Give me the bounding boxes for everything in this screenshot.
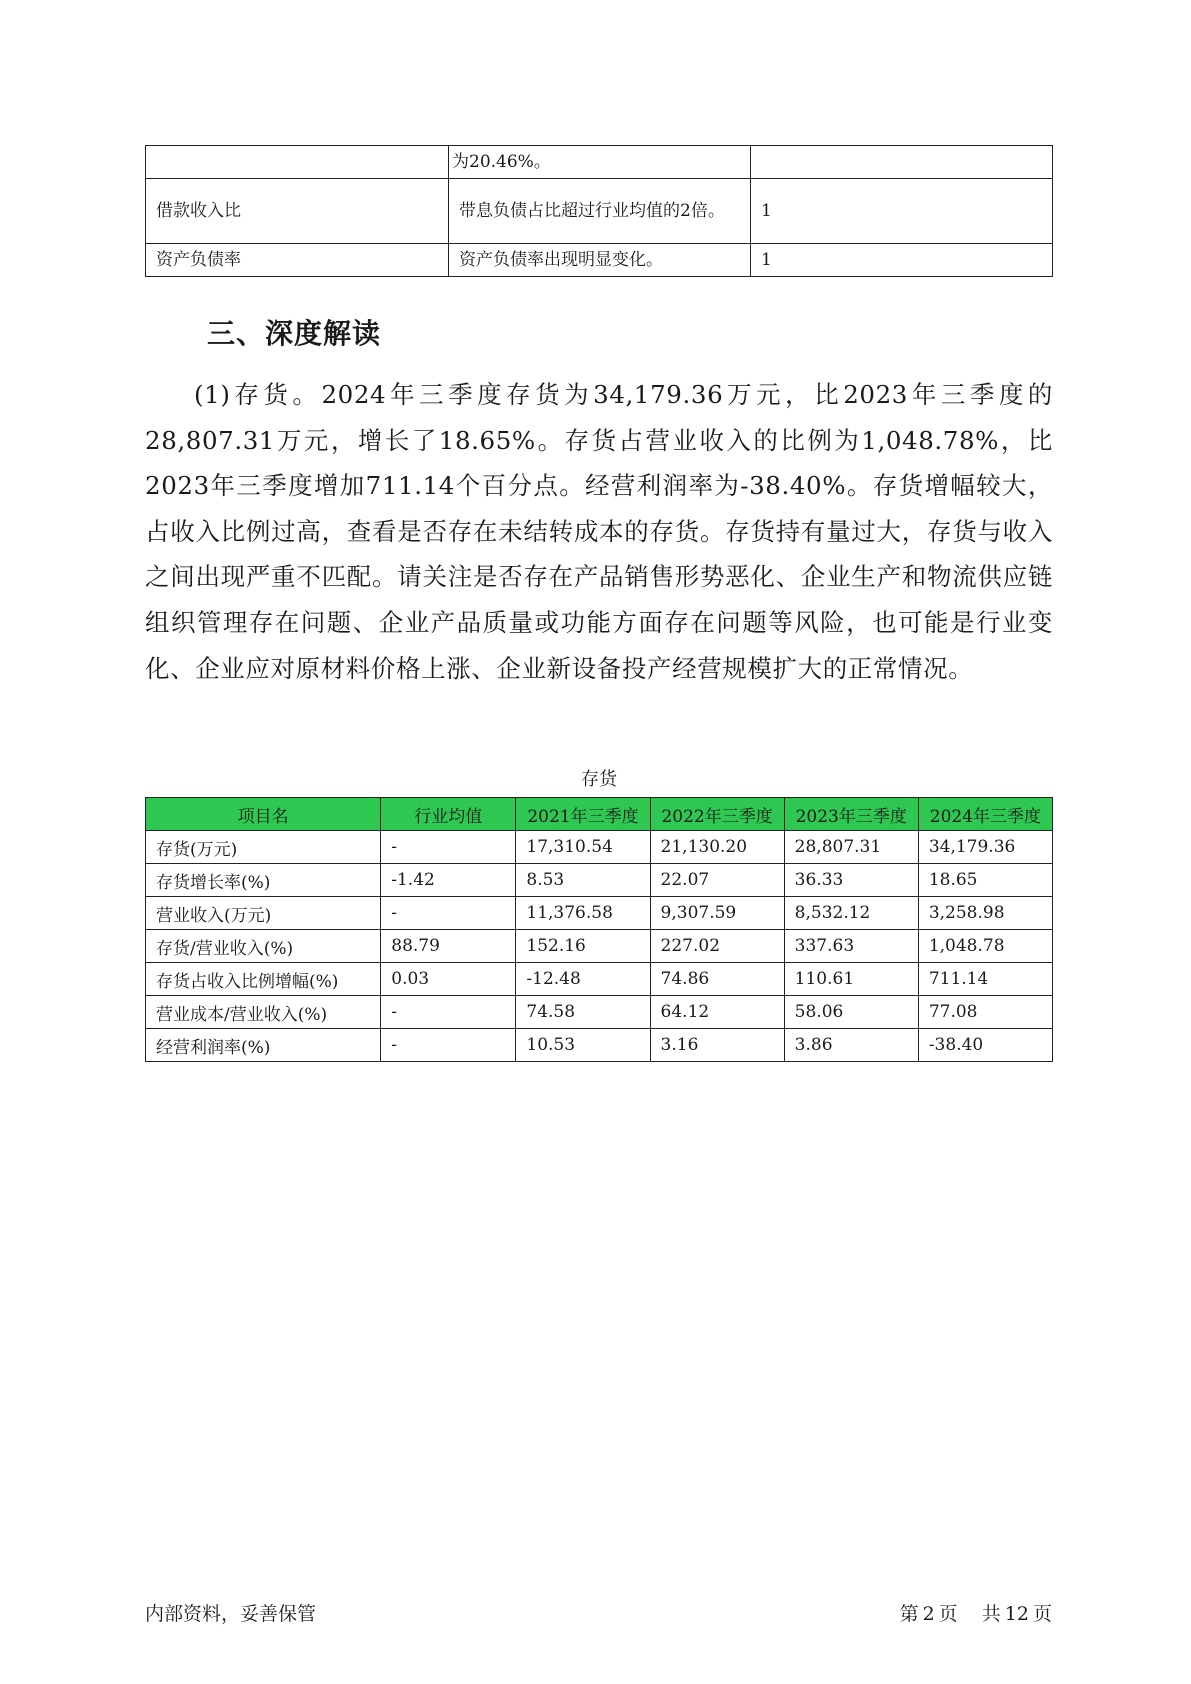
table-row (146, 179, 1053, 244)
total-pages: 12 (1004, 1603, 1029, 1625)
table-cell: 3,258.98 (918, 897, 1052, 930)
table-cell: 8,532.12 (784, 897, 918, 930)
table-cell: 10.53 (516, 1029, 650, 1062)
table-cell: -38.40 (918, 1029, 1052, 1062)
table-cell: 77.08 (918, 996, 1052, 1029)
indicator-value: 1 (751, 244, 1053, 277)
table-cell: 存货(万元) (146, 831, 381, 864)
indicator-name: 借款收入比 (146, 179, 449, 244)
indicator-description: 资产负债率出现明显变化。 (449, 244, 751, 277)
table-row (146, 146, 1053, 179)
table-cell: 8.53 (516, 864, 650, 897)
table-cell: 经营利润率(%) (146, 1029, 381, 1062)
table-cell: 存货占收入比例增幅(%) (146, 963, 381, 996)
inventory-table (145, 797, 1053, 1062)
column-header: 2023年三季度 (784, 798, 918, 831)
table-cell: -12.48 (516, 963, 650, 996)
table-row (146, 897, 1053, 930)
table-row (146, 963, 1053, 996)
table-cell: 存货/营业收入(%) (146, 930, 381, 963)
table-cell: - (381, 831, 516, 864)
table-cell: 3.86 (784, 1029, 918, 1062)
table-cell: 11,376.58 (516, 897, 650, 930)
footer-page-number (896, 1599, 1052, 1626)
table-cell: 28,807.31 (784, 831, 918, 864)
column-header: 2021年三季度 (516, 798, 650, 831)
indicator-value: 1 (751, 179, 1053, 244)
table-cell: 34,179.36 (918, 831, 1052, 864)
table-row (146, 244, 1053, 277)
table-cell: 0.03 (381, 963, 516, 996)
table-cell: 88.79 (381, 930, 516, 963)
table-header-row (146, 798, 1053, 831)
table-cell: 18.65 (918, 864, 1052, 897)
column-header: 项目名 (146, 798, 381, 831)
section-heading: 三、深度解读 (207, 317, 382, 350)
indicator-value (751, 146, 1053, 179)
table-cell: 36.33 (784, 864, 918, 897)
indicator-description: 带息负债占比超过行业均值的2倍。 (449, 179, 751, 244)
footer-confidential-note: 内部资料，妥善保管 (145, 1603, 317, 1625)
analysis-paragraph: (1)存货。2024年三季度存货为34,179.36万元，比2023年三季度的28,807.31万元，增长了18.65%。存货占营业收入的比例为1,048.78%，比2023年三季度增加711.14个百分点。经营利润率为-38.40%。存货增幅较大，占收入比例过高，查看是否存在未结转成本的存货。存货持有量过大，存货与收入之间出现严重不匹配。请关注是否存在产品销售形势恶化、企业生产和物流供应链组织管理存在问题、企业产品质量或功能方面存在问题等风险，也可能是行业变化、企业应对原材料价格上涨、企业新设备投产经营规模扩大的正常情况。 (145, 380, 1053, 683)
table-row (146, 1029, 1053, 1062)
table-cell: 17,310.54 (516, 831, 650, 864)
table-cell: 1,048.78 (918, 930, 1052, 963)
indicator-name (146, 146, 449, 179)
table-cell: 存货增长率(%) (146, 864, 381, 897)
table-cell: 227.02 (650, 930, 784, 963)
column-header: 2024年三季度 (918, 798, 1052, 831)
table-row (146, 996, 1053, 1029)
total-suffix: 页 (1032, 1603, 1052, 1625)
indicator-description: 为20.46%。 (449, 146, 751, 179)
table-cell: - (381, 996, 516, 1029)
table-cell: 3.16 (650, 1029, 784, 1062)
page-label-prefix: 第 (899, 1603, 919, 1625)
table-row (146, 831, 1053, 864)
table-cell: 110.61 (784, 963, 918, 996)
table-cell: 22.07 (650, 864, 784, 897)
table-row (146, 864, 1053, 897)
column-header: 2022年三季度 (650, 798, 784, 831)
table-cell: 9,307.59 (650, 897, 784, 930)
table-cell: 营业成本/营业收入(%) (146, 996, 381, 1029)
table-cell: 营业收入(万元) (146, 897, 381, 930)
page-number: 2 (922, 1603, 935, 1625)
total-prefix: 共 (981, 1603, 1001, 1625)
indicator-name: 资产负债率 (146, 244, 449, 277)
table-cell: - (381, 897, 516, 930)
table-cell: 152.16 (516, 930, 650, 963)
table-cell: 21,130.20 (650, 831, 784, 864)
table-caption: 存货 (581, 769, 617, 790)
table-cell: 337.63 (784, 930, 918, 963)
page-label-mid: 页 (938, 1603, 958, 1625)
column-header: 行业均值 (381, 798, 516, 831)
table-cell: 74.58 (516, 996, 650, 1029)
table-row (146, 930, 1053, 963)
indicator-table-continued (145, 145, 1053, 277)
table-cell: 711.14 (918, 963, 1052, 996)
table-cell: 64.12 (650, 996, 784, 1029)
table-cell: 58.06 (784, 996, 918, 1029)
table-cell: 74.86 (650, 963, 784, 996)
table-cell: - (381, 1029, 516, 1062)
table-cell: -1.42 (381, 864, 516, 897)
